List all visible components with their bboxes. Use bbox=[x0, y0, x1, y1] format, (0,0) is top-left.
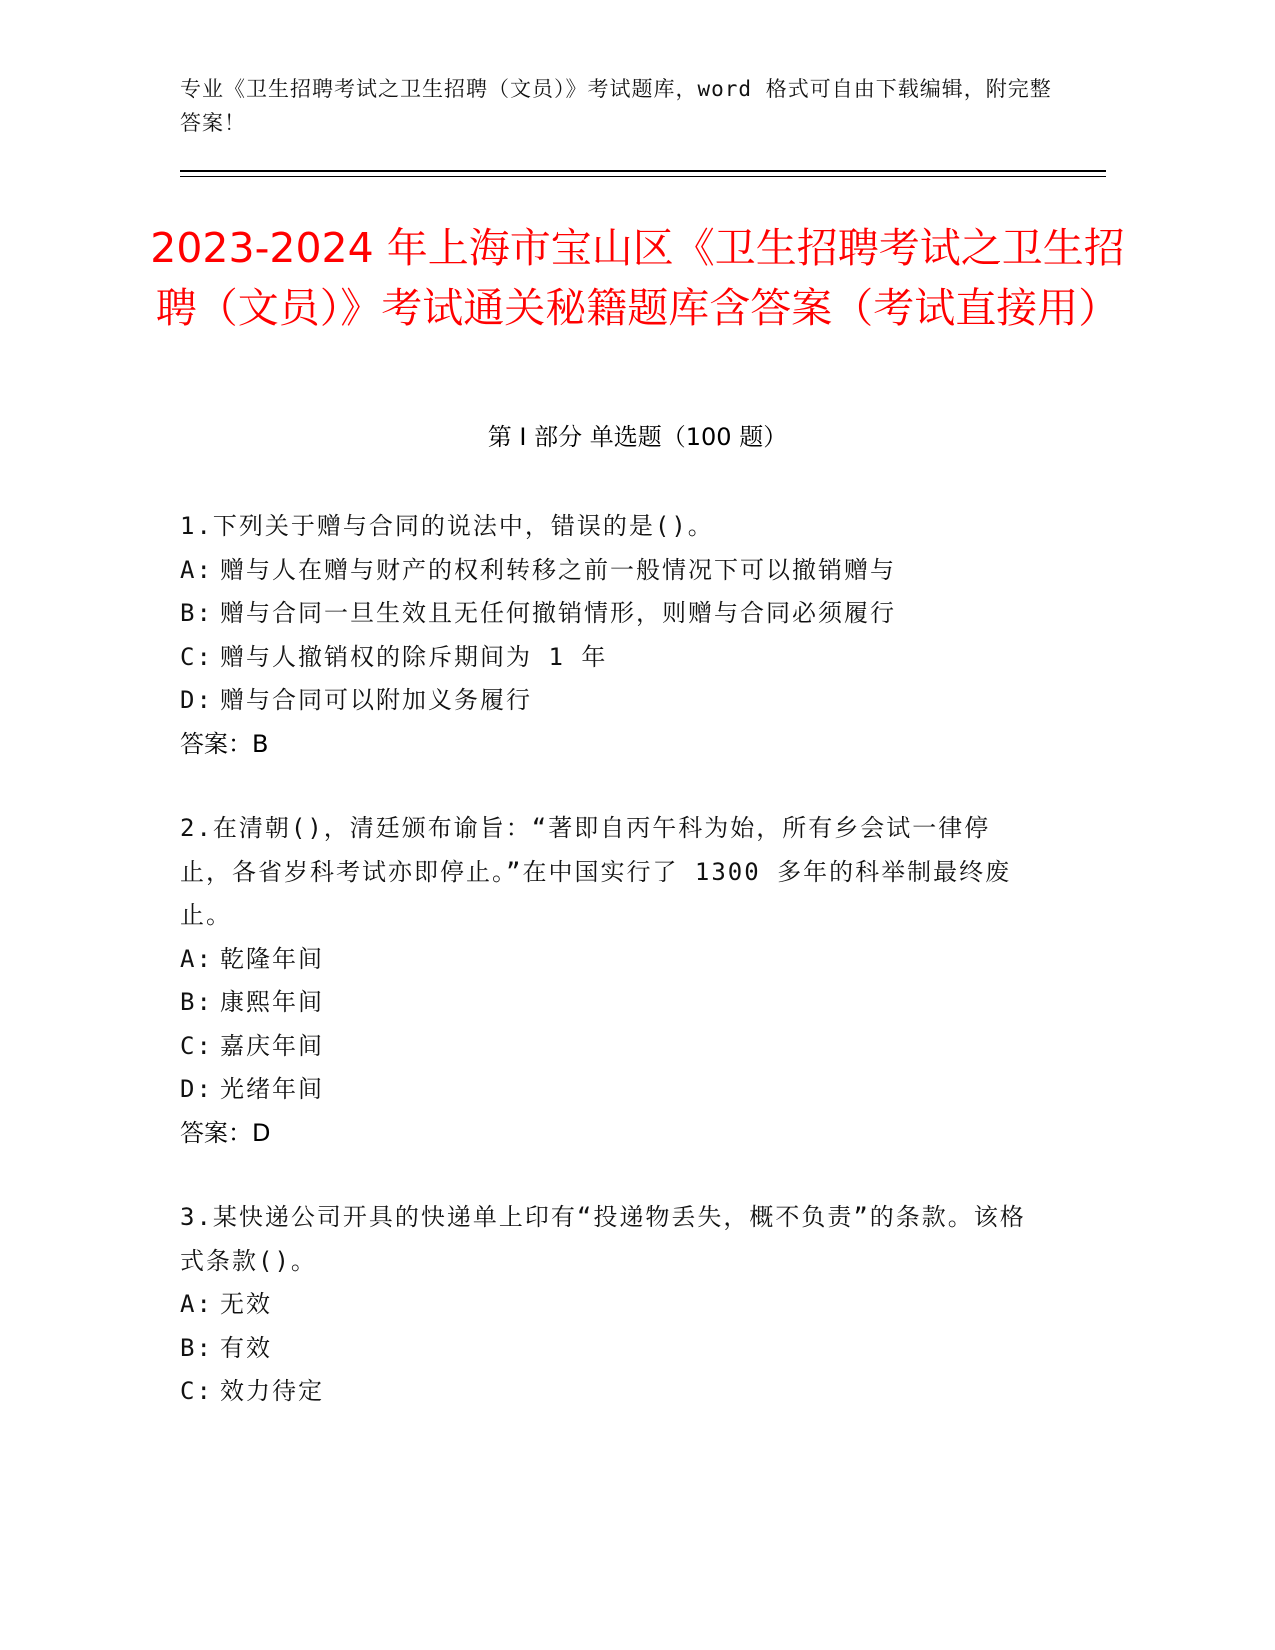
answer-line: 答案：B bbox=[180, 729, 269, 758]
option-text: 乾隆年间 bbox=[220, 944, 324, 973]
question-stem: 3.某快递公司开具的快递单上印有“投递物丢失，概不负责”的条款。该格式条款()。 bbox=[180, 1203, 1026, 1275]
option-b bbox=[180, 592, 1040, 636]
option-d bbox=[180, 679, 1040, 723]
option-c bbox=[180, 1370, 1040, 1414]
option-b bbox=[180, 981, 1040, 1025]
option-key: D: bbox=[180, 1075, 213, 1103]
option-key: B: bbox=[180, 1333, 213, 1362]
header-divider-thin bbox=[180, 176, 1106, 177]
option-text: 赠与合同一旦生效且无任何撤销情形，则赠与合同必须履行 bbox=[220, 599, 896, 627]
option-key: B: bbox=[180, 599, 213, 627]
option-text: 光绪年间 bbox=[220, 1075, 324, 1103]
option-text: 赠与人在赠与财产的权利转移之前一般情况下可以撤销赠与 bbox=[220, 555, 896, 584]
option-key: D: bbox=[180, 686, 213, 714]
option-key: C: bbox=[180, 1031, 213, 1060]
option-key: C: bbox=[180, 1377, 213, 1405]
option-text: 康熙年间 bbox=[220, 988, 324, 1016]
question-stem: 1.下列关于赠与合同的说法中，错误的是()。 bbox=[180, 512, 714, 540]
option-d bbox=[180, 1068, 1040, 1112]
option-key: A: bbox=[180, 1290, 213, 1318]
header-note: 专业《卫生招聘考试之卫生招聘（文员）》考试题库，word 格式可自由下载编辑，附完整答案！ bbox=[180, 77, 1052, 135]
option-key: A: bbox=[180, 555, 213, 584]
answer-line: 答案：D bbox=[180, 1118, 271, 1147]
question-3 bbox=[180, 1196, 1040, 1414]
option-text: 嘉庆年间 bbox=[220, 1031, 324, 1060]
option-text: 有效 bbox=[220, 1333, 272, 1362]
option-c bbox=[180, 636, 1040, 680]
option-a bbox=[180, 549, 1040, 593]
question-stem: 2.在清朝()，清廷颁布谕旨：“著即自丙午科为始，所有乡会试一律停止，各省岁科考试亦即停止。”在中国实行了 1300 多年的科举制最终废止。 bbox=[180, 814, 1012, 929]
question-list bbox=[180, 505, 1040, 1455]
option-key: A: bbox=[180, 944, 213, 973]
question-1 bbox=[180, 505, 1040, 766]
section-title: 第 I 部分 单选题（100 题） bbox=[487, 423, 788, 451]
option-text: 效力待定 bbox=[220, 1377, 324, 1405]
question-2 bbox=[180, 807, 1040, 1155]
option-text: 赠与合同可以附加义务履行 bbox=[220, 686, 532, 714]
option-b bbox=[180, 1327, 1040, 1371]
option-key: C: bbox=[180, 642, 213, 671]
option-a bbox=[180, 1283, 1040, 1327]
option-key: B: bbox=[180, 988, 213, 1016]
option-text: 赠与人撤销权的除斥期间为 1 年 bbox=[220, 642, 608, 671]
option-text: 无效 bbox=[220, 1290, 272, 1318]
header-divider-thick bbox=[180, 170, 1106, 172]
document-title: 2023-2024 年上海市宝山区《卫生招聘考试之卫生招聘（文员）》考试通关秘籍题库含答案（考试直接用） bbox=[150, 224, 1125, 332]
option-a bbox=[180, 938, 1040, 982]
option-c bbox=[180, 1025, 1040, 1069]
